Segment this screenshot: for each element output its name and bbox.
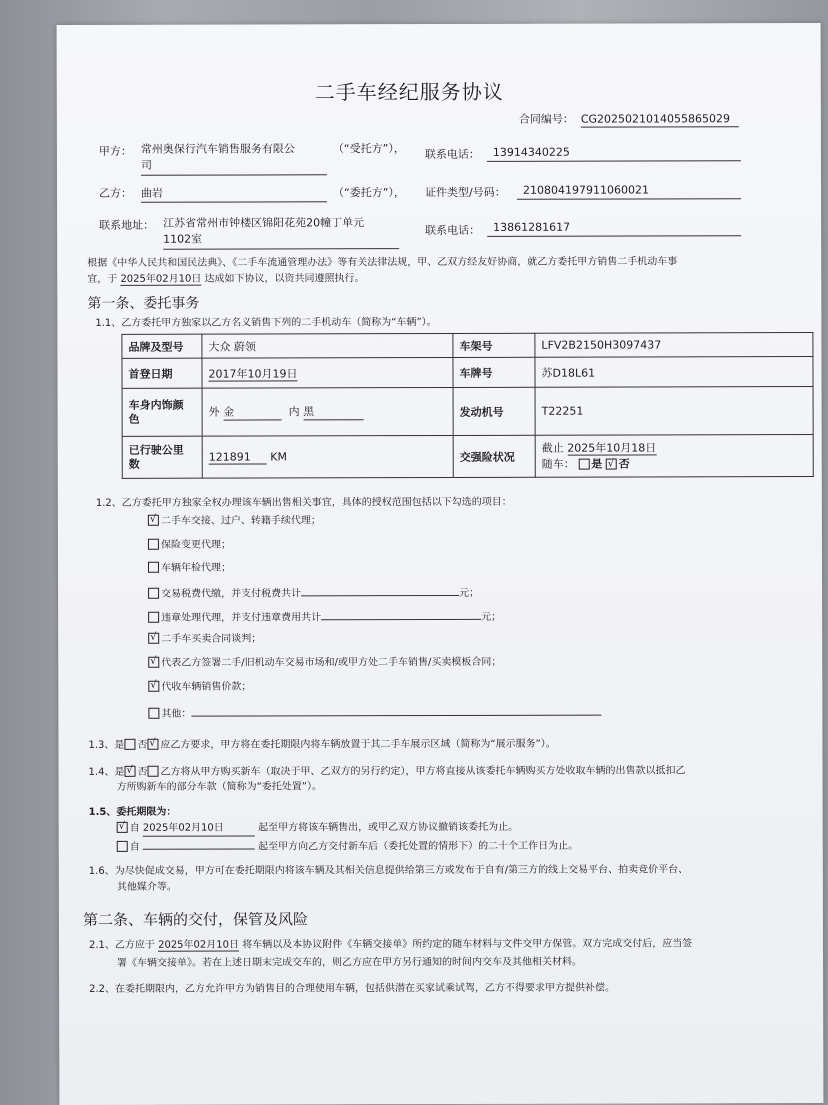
c14-no-checkbox[interactable] <box>147 766 158 777</box>
address-line1: 江苏省常州市钟楼区锦阳花苑20幢丁单元 <box>163 216 365 230</box>
c15a-checkbox[interactable] <box>117 822 128 833</box>
c14-body: 乙方将从甲方购买新车（取决于甲、乙双方的另行约定），甲方将直接从该委托车辆购买方处收取车辆的出售款以抵扣乙 <box>160 765 686 778</box>
party-a-label: 甲方： <box>98 144 132 158</box>
clause-1-5-label: 1.5、委托期限为： <box>88 806 177 818</box>
option-item <box>148 562 231 576</box>
section1-heading: 第一条、委托事务 <box>87 295 200 312</box>
ins-no-label: 否 <box>618 457 630 471</box>
violation-amount-field[interactable] <box>321 608 481 620</box>
plate-value: 苏D18L61 <box>535 357 813 388</box>
clause-1-6-line1: 1.6、为尽快促成交易，甲方可在委托期限内将该车辆及其相关信息提供给第三方或发布于自有/第三方的线上交易平台、拍卖竞价平台、 <box>88 864 689 877</box>
c15b-date-field[interactable] <box>143 837 255 849</box>
party-a-underline <box>141 174 327 175</box>
party-b-id: 210804197911060021 <box>523 183 650 197</box>
address-phone-underline <box>487 235 741 237</box>
mileage-value: 121891 <box>209 450 267 464</box>
option-item <box>148 584 479 602</box>
clause-1-5-a <box>117 821 518 837</box>
table-row <box>122 387 813 437</box>
mileage-label-2: 数 <box>128 457 140 471</box>
party-b-name: 曲岩 <box>141 186 164 200</box>
ins-until-label: 截止 <box>541 441 564 455</box>
insurance-cell <box>535 435 813 478</box>
clause-2-1 <box>89 937 692 953</box>
address-phone: 13861281617 <box>493 220 571 234</box>
brand-label: 品牌及型号 <box>122 334 202 358</box>
vin-value: LFV2B2150H3097437 <box>535 333 813 358</box>
ins-yes-label: 是 <box>591 457 603 471</box>
c15a-post: 起至甲方将该车辆售出，或甲乙双方协议撤销该委托为止。 <box>258 821 519 834</box>
c15b-pre: 自 <box>129 841 140 853</box>
option-item <box>148 632 261 646</box>
address-underline <box>163 248 399 250</box>
option-checkbox[interactable] <box>148 657 159 668</box>
insurance-label: 交强险状况 <box>453 435 535 477</box>
clause-1-6-line2: 其他媒介等。 <box>116 881 177 893</box>
intro-line2 <box>87 272 364 287</box>
c14-yes-text: 1.4、是 <box>88 766 125 778</box>
option-item <box>148 656 501 671</box>
option-text: 车辆年检代理； <box>160 562 232 574</box>
option-text: 保险变更代理； <box>160 539 231 551</box>
vehicle-table <box>121 332 813 479</box>
option-item <box>148 539 231 553</box>
intro-line1: 根据《中华人民共和国民法典》、《二手车流通管理办法》等有关法律法规，甲、乙双方经友好协商，就乙方委托甲方销售二手机动车事 <box>87 256 678 269</box>
option-checkbox[interactable] <box>148 708 159 719</box>
contract-number: CG2025021014055865029 <box>581 112 739 127</box>
int-color-value: 黑 <box>303 403 363 420</box>
option-item <box>148 608 501 626</box>
ext-color-label: 外 <box>208 405 220 419</box>
table-row <box>122 333 813 359</box>
c13-no-checkbox[interactable] <box>147 739 158 750</box>
mileage-label <box>122 436 202 478</box>
clause-1-1: 1.1、乙方委托甲方独家以乙方名义销售下列的二手机动车（简称为“车辆”）。 <box>95 317 437 329</box>
reg-date-label: 首登日期 <box>122 358 202 388</box>
party-a-phone: 13914340225 <box>492 145 570 159</box>
c14-no-text: 否 <box>137 766 148 778</box>
option-item <box>148 704 601 722</box>
c21-date: 2025年02月10日 <box>158 939 240 951</box>
clause-1-2: 1.2、乙方委托甲方独家全权办理该车辆出售相关事宜，具体的授权范围包括以下勾选的项目： <box>95 496 512 509</box>
ins-until-value: 2025年10月18日 <box>567 440 657 455</box>
table-row <box>122 357 813 389</box>
mileage-label-1: 已行驶公里 <box>128 443 184 457</box>
c21-pre: 2.1、乙方应于 <box>88 939 155 951</box>
party-b-id-underline <box>517 198 741 200</box>
reg-date-value: 2017年10月19日 <box>208 366 298 381</box>
option-text: 代表乙方签署二手/旧机动车交易市场和/或甲方处二手车销售/买卖模板合同； <box>161 656 502 669</box>
option-text: 其他： <box>161 708 192 720</box>
engine-label: 发动机号 <box>453 387 535 435</box>
address-line2: 1102室 <box>163 232 203 246</box>
ins-yes-checkbox[interactable] <box>578 458 589 469</box>
c13-yes-checkbox[interactable] <box>124 739 135 750</box>
other-field[interactable] <box>191 704 601 717</box>
option-checkbox[interactable] <box>148 562 159 573</box>
c21-post: 将车辆以及本协议附件《车辆交接单》所约定的随车材料与文件交甲方保管。双方完成交付后，应当签 <box>242 938 693 951</box>
clause-2-1-line2: 署《车辆交接单》。若在上述日期末完成交车的，则乙方应在甲方另行通知的时间内交车及其他相关材料。 <box>117 956 583 969</box>
clause-1-4 <box>89 764 686 780</box>
option-text: 交易税费代缴，并支付税费共计 <box>161 588 302 600</box>
option-checkbox[interactable] <box>148 633 159 644</box>
section2-heading: 第二条、车辆的交付，保管及风险 <box>82 910 308 929</box>
c13-no-text: 否 <box>137 739 148 751</box>
clause-1-3 <box>88 738 555 753</box>
option-checkbox[interactable] <box>148 588 159 599</box>
color-label <box>122 388 202 436</box>
option-text: 二手车交接、过户、转籍手续代理； <box>160 515 321 527</box>
ins-follow-label: 随车： <box>541 457 575 471</box>
contract-number-label: 合同编号： <box>518 112 574 126</box>
c13-yes-text: 1.3、是 <box>88 739 125 751</box>
tax-amount-field[interactable] <box>301 584 459 596</box>
party-a-name-1: 常州奥保行汽车销售服务有限公 <box>140 142 295 156</box>
table-row <box>122 435 813 479</box>
option-text: 违章处理代理，并支付违章费用共计 <box>161 612 322 624</box>
plate-label: 车牌号 <box>453 357 535 387</box>
address-phone-label: 联系电话： <box>425 223 481 238</box>
address-label: 联系地址： <box>99 218 155 232</box>
clause-1-5-b <box>117 837 578 855</box>
ins-no-checkbox[interactable] <box>606 458 617 469</box>
vin-label: 车架号 <box>453 333 535 357</box>
color-label-1: 车身内饰颜 <box>128 398 184 412</box>
c15a-pre: 自 <box>129 822 140 834</box>
c14-yes-checkbox[interactable] <box>124 766 135 777</box>
party-a-role: （“受托方”）， <box>332 142 405 156</box>
party-a-name-2: 司 <box>140 158 152 172</box>
mileage-unit: KM <box>270 449 287 463</box>
option-suffix: 元； <box>481 611 502 623</box>
c15b-post: 起至甲方向乙方交付新车后（委托处置的情形下）的二十个工作日为止。 <box>258 840 579 853</box>
c13-body: 应乙方要求，甲方将在委托期限内将车辆放置于其二手车展示区域（简称为“展示服务”）。 <box>160 738 556 751</box>
ext-color-value: 金 <box>223 403 281 420</box>
party-b-role: （“委托方”）， <box>333 186 405 200</box>
agreement-paper <box>57 23 824 1105</box>
option-checkbox[interactable] <box>148 612 159 623</box>
c15a-date: 2025年02月10日 <box>143 821 255 836</box>
clause-2-2: 2.2、在委托期限内，乙方允许甲方为销售目的合理使用车辆，包括供潜在买家试乘试驾，乙方不得要求甲方提供补偿。 <box>89 982 616 995</box>
color-cell <box>202 387 453 436</box>
party-a-phone-label: 联系电话： <box>424 147 480 162</box>
option-text: 二手车买卖合同谈判； <box>161 633 262 645</box>
option-item <box>148 514 321 528</box>
c15b-checkbox[interactable] <box>117 841 128 852</box>
option-item <box>148 680 251 694</box>
mileage-cell <box>202 435 453 478</box>
party-b-id-label: 证件类型/号码： <box>425 185 506 200</box>
party-b-label: 乙方： <box>99 186 133 200</box>
intro-line2-post: 达成如下协议，以资共同遵照执行。 <box>204 273 365 285</box>
intro-date: 2025年02月10日 <box>120 273 202 285</box>
option-text: 代收车辆销售价款； <box>161 681 252 693</box>
party-b-underline <box>141 201 327 202</box>
option-checkbox[interactable] <box>148 681 159 692</box>
color-label-2: 色 <box>128 412 140 426</box>
int-color-label: 内 <box>288 405 300 419</box>
option-suffix: 元； <box>459 587 480 599</box>
engine-value: T22251 <box>535 387 813 436</box>
intro-line2-pre: 宜，于 <box>87 273 118 285</box>
brand-value: 大众 蔚领 <box>202 333 453 358</box>
reg-date-cell <box>202 357 453 388</box>
option-checkbox[interactable] <box>148 515 159 526</box>
clause-1-4-line2: 方所购新车的部分车款（简称为“委托处置”）。 <box>116 781 322 793</box>
option-checkbox[interactable] <box>148 539 159 550</box>
document-title: 二手车经纪服务协议 <box>314 79 504 105</box>
party-a-phone-underline <box>487 160 741 162</box>
